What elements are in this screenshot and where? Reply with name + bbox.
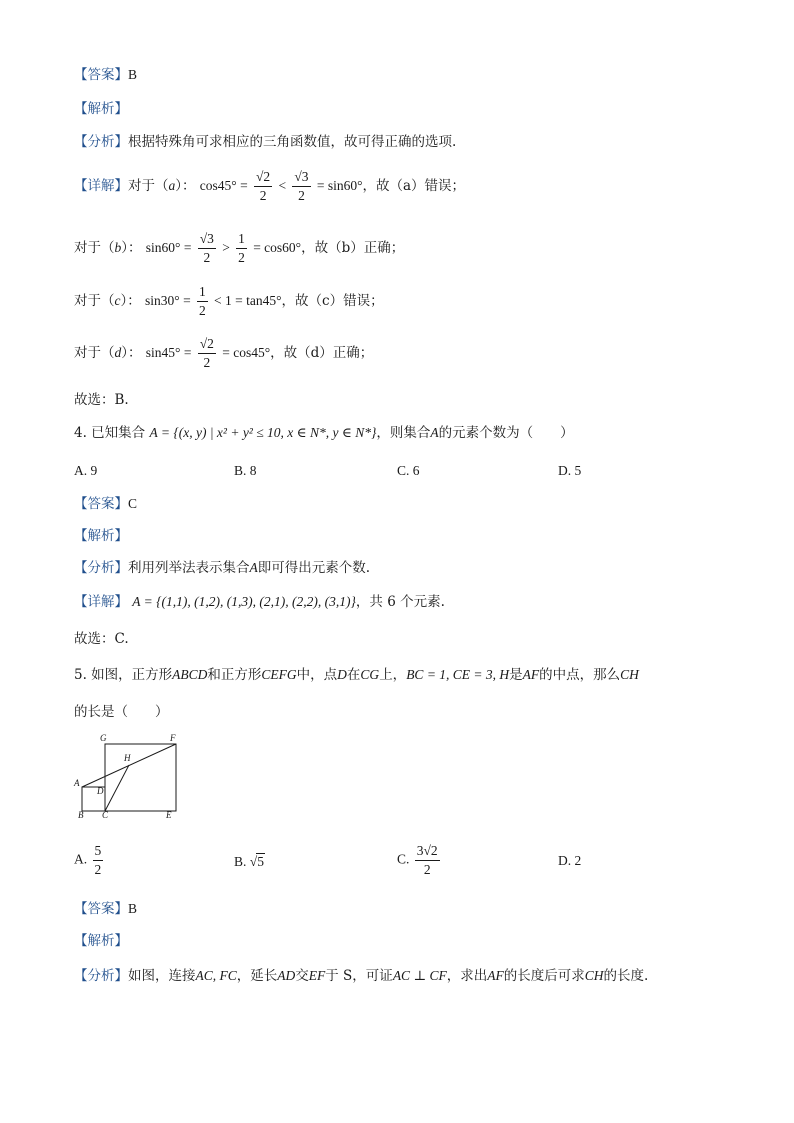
fenxi-tag: 【分析】 [74, 968, 128, 984]
case-label: a [168, 178, 176, 193]
detail-prefix: 对于（ [74, 345, 115, 361]
detail-prefix: 对于（ [74, 240, 115, 256]
fraction [93, 842, 104, 879]
q3-answer-line [74, 66, 137, 84]
q4-option-b: B. 8 [234, 463, 257, 478]
stem-text: 是 [509, 667, 523, 683]
detail-colon: ）： [121, 345, 142, 361]
stem-text: 中，点 [296, 667, 338, 683]
detail-tag: 【详解】 [74, 178, 128, 194]
q3-detail-b [74, 228, 404, 268]
expr-left: sin30° = [145, 293, 191, 308]
fraction-denominator: 2 [203, 355, 211, 370]
fraction [198, 335, 216, 372]
fraction [197, 283, 208, 320]
answer-value: B [128, 901, 138, 916]
segment-ch [105, 765, 129, 811]
conclusion: ，故（c）错误； [281, 293, 384, 309]
condition: BC = 1, CE = 3, H [406, 667, 510, 682]
fraction-denominator: 2 [423, 862, 431, 877]
fraction [415, 842, 440, 879]
square-name: CEFG [261, 667, 297, 682]
set-name: A [430, 425, 439, 440]
conclusion: ，故（b）正确； [301, 240, 405, 256]
segment-name: CH [620, 667, 639, 682]
label-c: C [102, 810, 109, 820]
detail-suffix: ，共 6 个元素. [355, 594, 445, 610]
fraction-denominator: 2 [259, 188, 267, 203]
answer-value: B [128, 67, 138, 82]
expr-right: = cos45° [222, 345, 271, 360]
q5-analysis-tag [74, 932, 128, 950]
option-label: A. [74, 851, 88, 867]
fraction [292, 168, 310, 205]
q4-analysis-tag [74, 527, 128, 545]
sqrt-sign: √ [249, 854, 258, 869]
square-name: ABCD [172, 667, 208, 682]
q4-stem [74, 424, 574, 442]
q4-option-a: A. 9 [74, 463, 98, 478]
detail-colon: ）： [121, 240, 142, 256]
q3-analysis-tag [74, 100, 128, 118]
q5-answer-line [74, 900, 137, 918]
perpendicular-relation: AC ⊥ CF [392, 968, 447, 983]
sqrt-value: 5 [257, 854, 264, 869]
q5-stem-line1 [74, 666, 639, 684]
q3-detail-c [74, 281, 384, 321]
fraction [198, 230, 216, 267]
fenxi-text: 的长度. [603, 968, 649, 984]
stem-prefix: 4. 已知集合 [74, 425, 146, 441]
fraction-denominator: 2 [298, 188, 305, 203]
case-label: c [114, 293, 121, 308]
stem-text: 的中点，那么 [539, 667, 621, 683]
q5-option-b [234, 853, 265, 870]
q5-fenxi-line [74, 967, 648, 985]
q4-answer-line [74, 495, 137, 513]
label-h: H [124, 753, 131, 763]
q5-option-a [74, 842, 105, 879]
detail-tag: 【详解】 [74, 594, 128, 610]
expr-left: sin45° = [145, 345, 192, 360]
operator: < [278, 178, 287, 193]
detail-colon: ）： [175, 178, 196, 194]
expr-right: = cos60° [253, 240, 302, 255]
q3-detail-a [74, 166, 465, 206]
segment-name: AF [487, 968, 504, 983]
detail-expression: A = {(1,1), (1,2), (1,3), (2,1), (2,2), (3,1)} [132, 594, 356, 609]
detail-prefix: 对于（ [128, 178, 169, 194]
fraction [254, 168, 272, 205]
fenxi-text: 如图，连接 [128, 968, 196, 984]
fenxi-text: 利用列举法表示集合 [128, 560, 250, 576]
label-d: D [97, 786, 104, 796]
expr-left: cos45° = [199, 178, 248, 193]
answer-value: C [128, 496, 138, 511]
square-cefg [105, 744, 176, 811]
fraction-numerator: √2 [254, 168, 272, 187]
q3-choice: 故选：B. [74, 392, 129, 408]
fraction-numerator: 1 [197, 283, 208, 302]
segment-name: AF [522, 667, 540, 682]
fraction-denominator: 2 [94, 862, 102, 877]
q4-option-c: C. 6 [397, 463, 420, 478]
fraction-denominator: 2 [238, 250, 245, 265]
label-g: G [100, 733, 107, 743]
fenxi-tag: 【分析】 [74, 560, 128, 576]
q5-option-c [397, 842, 442, 879]
stem-text: 上， [379, 667, 407, 683]
q5-option-d: D. 2 [558, 853, 582, 868]
label-e: E [166, 810, 172, 820]
stem-end: 的元素个数为（ ） [438, 425, 574, 441]
operator: > [222, 240, 230, 255]
option-label: B. [234, 854, 247, 869]
label-f: F [170, 733, 176, 743]
fenxi-text: 的长度后可求 [503, 968, 585, 984]
answer-tag: 【答案】 [74, 496, 128, 512]
label-b: B [78, 810, 84, 820]
fraction-numerator: 5 [93, 842, 104, 861]
fraction-numerator: 3√2 [415, 842, 440, 861]
set-name: A [249, 560, 258, 575]
option-label: C. [397, 851, 410, 867]
fraction-denominator: 2 [203, 250, 211, 265]
answer-tag: 【答案】 [74, 901, 128, 917]
set-expression: A = {(x, y) | x² + y² ≤ 10, x ∈ N*, y ∈ N*} [149, 425, 377, 440]
fenxi-text: 交 [295, 968, 309, 984]
fenxi-text: ，求出 [446, 968, 488, 984]
segment-names: AC, FC [195, 968, 237, 983]
conclusion: ，故（d）正确； [270, 345, 374, 361]
fenxi-text: 于 S，可证 [325, 968, 393, 984]
q5-stem-line2: 的长是（ ） [74, 704, 169, 720]
stem-text: 在 [346, 667, 361, 683]
expr-right: < 1 = tan45° [214, 293, 282, 308]
q3-fenxi-line [74, 133, 456, 151]
label-a: A [74, 778, 80, 788]
q4-choice: 故选：C. [74, 631, 129, 647]
fenxi-tag: 【分析】 [74, 134, 128, 150]
geometry-figure [72, 730, 184, 822]
conclusion: ，故（a）错误； [362, 178, 466, 194]
fraction-denominator: 2 [199, 303, 206, 318]
fenxi-text: ，延长 [236, 968, 278, 984]
fraction [236, 230, 247, 267]
fraction-numerator: √3 [198, 230, 216, 249]
stem-text: 和正方形 [207, 667, 262, 683]
segment-name: EF [308, 968, 326, 983]
q4-detail-line [74, 593, 445, 611]
stem-text: 5. 如图，正方形 [74, 667, 173, 683]
detail-prefix: 对于（ [74, 293, 115, 309]
expr-left: sin60° = [145, 240, 192, 255]
fraction-numerator: √2 [198, 335, 216, 354]
fenxi-text: 即可得出元素个数. [257, 560, 371, 576]
stem-suffix: ，则集合 [376, 425, 431, 441]
analysis-tag: 【解析】 [74, 101, 128, 117]
q4-fenxi-line [74, 559, 370, 577]
segment-name: CH [584, 968, 604, 983]
case-label: b [114, 240, 122, 255]
expr-right: = sin60° [316, 178, 363, 193]
q4-option-d: D. 5 [558, 463, 582, 478]
segment-name: AD [277, 968, 296, 983]
point-name: D [337, 667, 347, 682]
fraction-numerator: √3 [292, 168, 310, 187]
analysis-tag: 【解析】 [74, 528, 128, 544]
detail-colon: ）： [120, 293, 141, 309]
segment-name: CG [360, 667, 380, 682]
fenxi-text: 根据特殊角可求相应的三角函数值，故可得正确的选项. [128, 134, 457, 150]
answer-tag: 【答案】 [74, 67, 128, 83]
q3-detail-d [74, 333, 373, 373]
analysis-tag: 【解析】 [74, 933, 128, 949]
fraction-numerator: 1 [236, 230, 247, 249]
case-label: d [114, 345, 122, 360]
